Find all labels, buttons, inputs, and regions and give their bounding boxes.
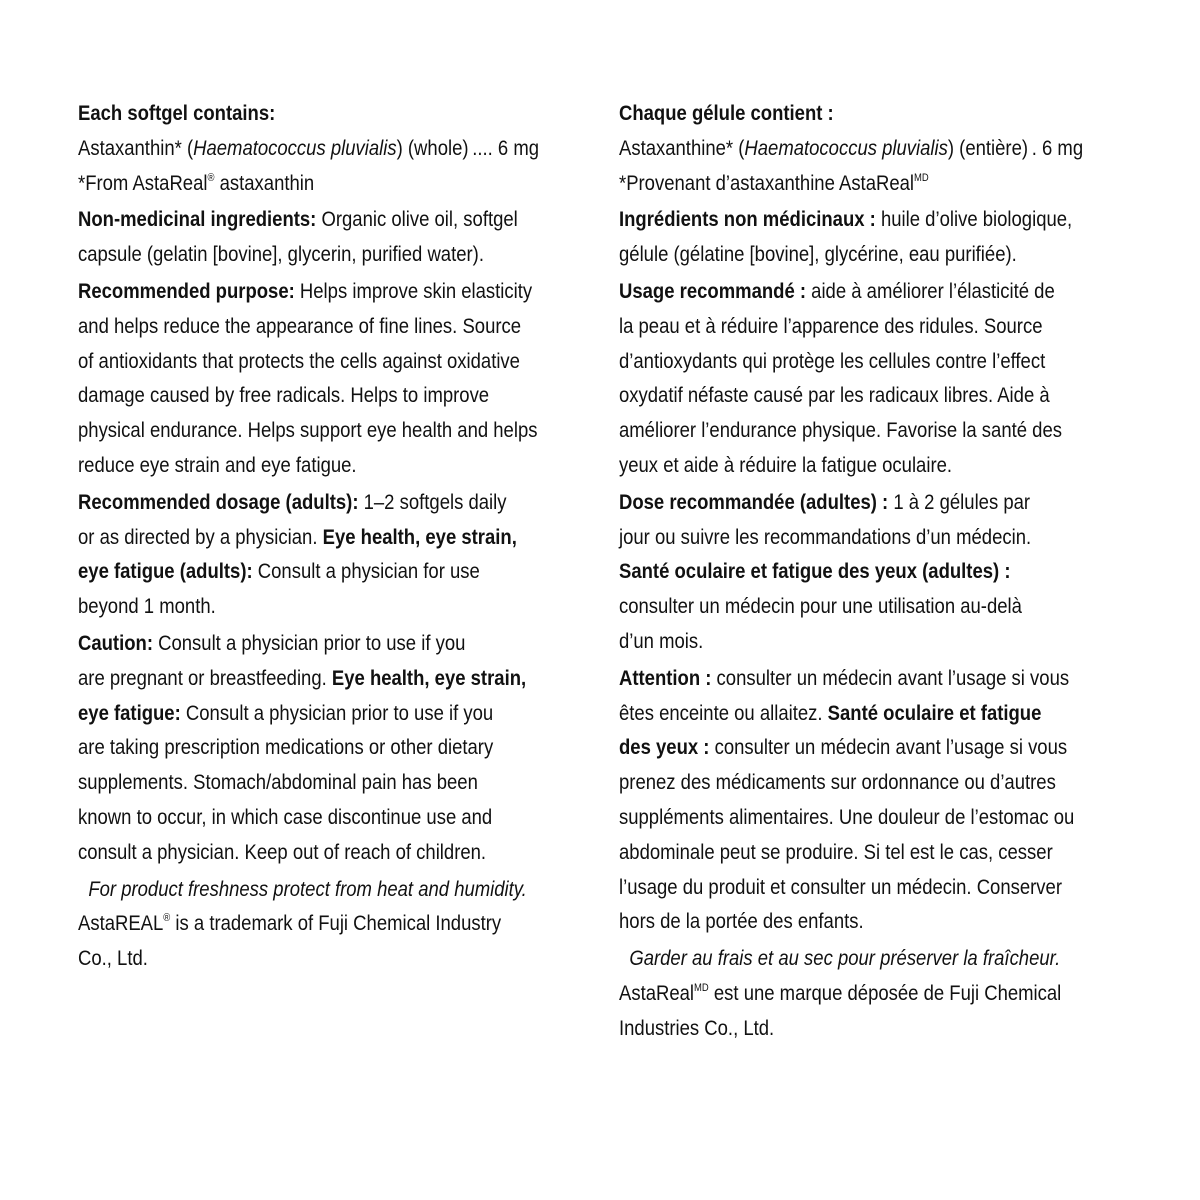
dose-label-fr: Dose recommandée (adultes) : (619, 489, 889, 514)
ingredient-line: Astaxanthin* (Haematococcus pluvialis) (whole) .... 6 mg (78, 135, 540, 160)
caution-label: Caution: (78, 630, 153, 655)
english-column (78, 96, 585, 978)
contains-heading: Each softgel contains: (78, 101, 276, 125)
md-mark: MD (914, 171, 929, 184)
contains-section (78, 96, 585, 200)
source-line: *From AstaReal® astaxanthin (78, 170, 315, 195)
source-line-fr: *Provenant d’astaxanthine AstaReal$^{MD}$ (619, 170, 929, 195)
nonmedicinal-section-fr: Ingrédients non médicinaux : huile d’olive biologique, gélule (gélatine [bovine], glycérine, eau purifiée). (619, 207, 1073, 267)
attention-label-fr: Attention : (619, 665, 712, 690)
trademark-line-fr: AstaReal$^{MD}$ est une marque déposée de Fuji Chemical (619, 980, 1062, 1005)
nonmedicinal-label: Non-medicinal ingredients: (78, 207, 317, 232)
dose-section-fr: Dose recommandée (adultes) : 1 à 2 gélules par jour ou suivre les recommandations d’un médecin. Santé oculaire et fatigue des yeux (adultes) : consulter un médecin pour une utilisation au-delà d’un mois. (619, 489, 1032, 653)
nonmedicinal-section: Non-medicinal ingredients: Organic olive oil, softgel capsule (gelatin [bovine], glycerin, purified water). (78, 207, 518, 267)
purpose-label: Recommended purpose: (78, 278, 295, 303)
registered-mark: ® (163, 912, 171, 925)
french-column (619, 96, 1126, 1048)
ingredient-line-fr: Astaxanthine* (Haematococcus pluvialis) (entière) . 6 mg (619, 135, 1084, 160)
attention-section-fr: Attention : consulter un médecin avant l’usage si vous êtes enceinte ou allaitez. Santé oculaire et fatigue des yeux : consulter un médecin avant l’usage si vous prenez des médicaments sur ordonnance ou d’autres suppléments alimentaires. Une douleur de l’estomac ou abdominale peut se produire. Si tel est le cas, cesser l’usage du produit et consulter un médecin. Conserver hors de la portée des enfants. (619, 665, 1075, 934)
trademark-line: AstaREAL® is a trademark of Fuji Chemical Industry (78, 911, 502, 936)
nonmedicinal-label-fr: Ingrédients non médicinaux : (619, 207, 876, 232)
caution-section: Caution: Consult a physician prior to use if you are pregnant or breastfeeding. Eye health, eye strain, eye fatigue: Consult a physician prior to use if you are taking prescription medications or other dietary supplements. Stomach/abdominal pain has been known to occur, in which case discontinue use and consult a physician. Keep out of reach of children. (78, 630, 527, 864)
dosage-label: Recommended dosage (adults): (78, 489, 359, 514)
contains-section-fr (619, 96, 1126, 200)
dosage-section: Recommended dosage (adults): 1–2 softgels daily or as directed by a physician. Eye health, eye strain, eye fatigue (adults): Consult a physician for use beyond 1 month. (78, 489, 517, 619)
freshness-note-fr: Garder au frais et au sec pour préserver la fraîcheur. (629, 946, 1061, 971)
registered-mark: ® (207, 171, 215, 184)
usage-section-fr: Usage recommandé : aide à améliorer l’élasticité de la peau et à réduire l’apparence des ridules. Source d’antioxydants qui protège les cellules contre l’effect oxydatif néfaste causé par les radicaux libres. Aide à améliorer l’endurance physique. Favorise la santé des yeux et aide à réduire la fatigue oculaire. (619, 278, 1062, 477)
md-mark: MD (694, 981, 709, 994)
usage-label-fr: Usage recommandé : (619, 278, 807, 303)
species-name-fr: Haematococcus pluvialis (744, 135, 948, 160)
storage-section-fr: Garder au frais et au sec pour préserver la fraîcheur. AstaReal$^{MD}$ est une marque déposée de Fuji Chemical Industries Co., Ltd. (619, 941, 1126, 1045)
purpose-section: Recommended purpose: Helps improve skin elasticity and helps reduce the appearance of fine lines. Source of antioxidants that protects the cells against oxidative damage caused by free radicals. Helps to improve physical endurance. Helps support eye health and helps reduce eye strain and eye fatigue. (78, 278, 538, 477)
storage-section: For product freshness protect from heat and humidity. AstaREAL® is a trademark of Fuji Chemical Industry Co., Ltd. (78, 872, 585, 976)
freshness-note: For product freshness protect from heat and humidity. (88, 876, 527, 901)
species-name: Haematococcus pluvialis (193, 135, 397, 160)
contains-heading-fr: Chaque gélule contient : (619, 101, 834, 125)
